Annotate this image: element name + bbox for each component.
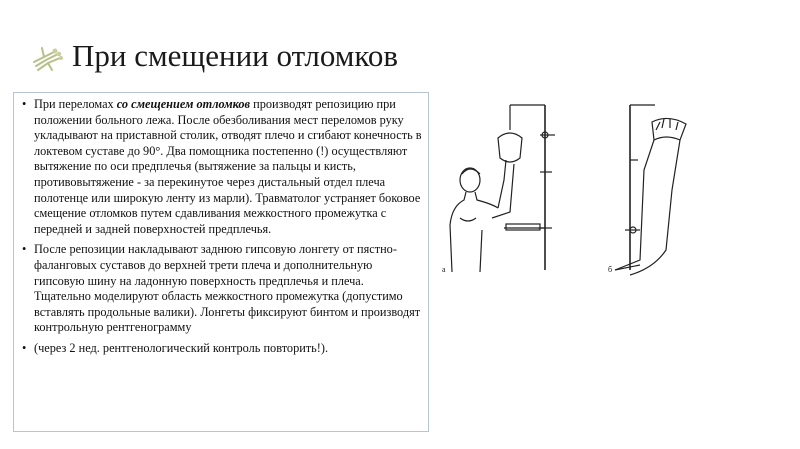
bullet-symbol: • [22, 97, 27, 111]
bullet-symbol: • [22, 340, 27, 355]
bullet-1-prefix: При переломах [34, 97, 117, 111]
bullet-1 [22, 97, 422, 237]
bullet-1-emphasis: со смещением отломков [116, 97, 251, 111]
bullet-1-rest: производят репозицию при положении больного лежа. После обезболивания мест переломов руку укладывают на приставной столик, отводят плечо и сгибают конечность в локтевом суставе до 90°. Два помощника постепенно (!) осуществляют вытяжение по оси предплечья (вытяжение за пальцы и кисть, противовытяжение - за перекинутое через дистальный отдел плеча полотенце или широкую ленту из марли). Травматолог устраняет боковое смещение отломков путем сдавливания межкостного промежутка с передней и задней поверхностей предплечья. [34, 97, 422, 236]
bullet-3 [22, 341, 422, 357]
bullet-symbol: • [22, 242, 27, 257]
slide-title: При смещении отломков [72, 38, 398, 73]
bullet-2 [22, 242, 422, 336]
figure-label-b: б [608, 265, 613, 274]
figure-a-drawing [450, 105, 555, 272]
figure-b-drawing [615, 105, 686, 275]
reduction-illustration [440, 100, 700, 280]
bone-logo-icon [30, 40, 64, 74]
bullet-3-text: (через 2 нед. рентгенологический контроль повторить!). [34, 340, 329, 355]
content-box [13, 92, 429, 432]
bullet-2-text: После репозиции накладывают заднюю гипсовую лонгету от пястно-фаланговых суставов до верхней трети плеча и дополнительную гипсовую шину на ладонную поверхность предплечья и плеча. Тщательно моделируют область межкостного промежутка (допустимо вставлять продольные валики). Лонгеты фиксируют бинтом и производят контрольную рентгенограмму [34, 242, 421, 335]
figure-label-a: а [442, 265, 446, 274]
